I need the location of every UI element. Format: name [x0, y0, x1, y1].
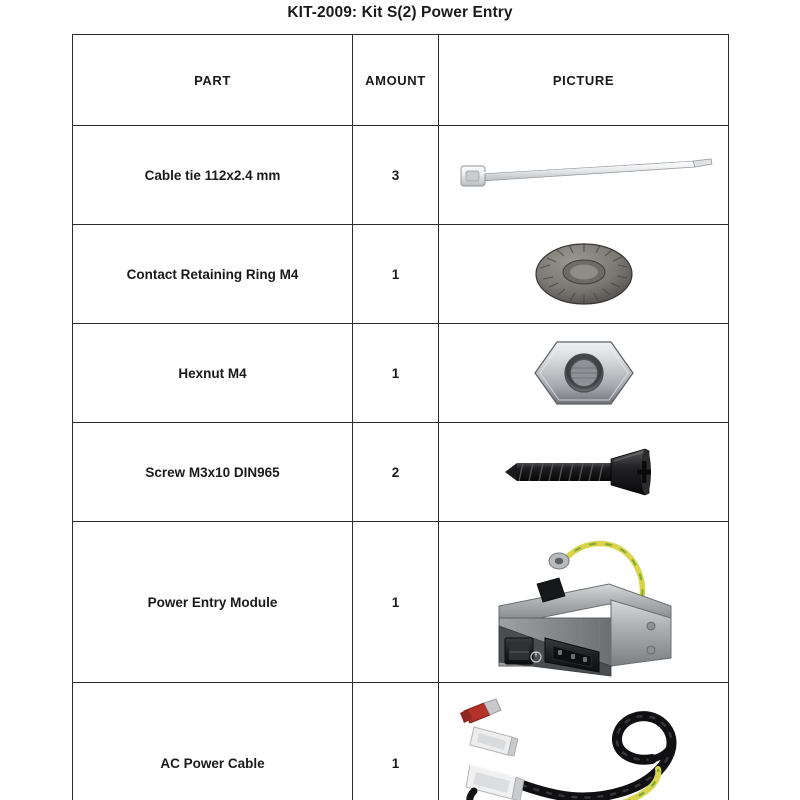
part-picture [439, 522, 729, 683]
column-header-part: PART [73, 35, 353, 126]
part-name: AC Power Cable [73, 683, 353, 800]
part-picture [439, 324, 729, 423]
part-amount: 3 [353, 126, 439, 225]
part-picture [439, 423, 729, 522]
ac-power-cable-image [446, 693, 722, 800]
part-amount: 1 [353, 324, 439, 423]
cable-tie-image [449, 140, 719, 210]
part-name: Screw M3x10 DIN965 [73, 423, 353, 522]
white-connector-upper [470, 727, 518, 756]
table-row [73, 126, 729, 225]
kit-parts-table [72, 34, 729, 800]
part-picture [439, 683, 729, 800]
table-row [73, 683, 729, 800]
table-row [73, 423, 729, 522]
part-amount: 1 [353, 522, 439, 683]
column-header-picture: PICTURE [439, 35, 729, 126]
page-title: KIT-2009: Kit S(2) Power Entry [287, 4, 513, 21]
red-terminal-icon [460, 699, 501, 723]
part-name: Hexnut M4 [73, 324, 353, 423]
table-row [73, 522, 729, 683]
part-amount: 1 [353, 683, 439, 800]
part-picture [439, 126, 729, 225]
screw-image [499, 437, 669, 507]
part-amount: 2 [353, 423, 439, 522]
part-name: Cable tie 112x2.4 mm [73, 126, 353, 225]
contact-retaining-ring-image [524, 232, 644, 316]
hexnut-image [529, 332, 639, 414]
table-row [73, 324, 729, 423]
part-amount: 1 [353, 225, 439, 324]
column-header-amount: AMOUNT [353, 35, 439, 126]
part-picture [439, 225, 729, 324]
power-entry-module-image [459, 526, 709, 678]
table-row [73, 225, 729, 324]
table-header-row [73, 35, 729, 126]
part-name: Power Entry Module [73, 522, 353, 683]
part-name: Contact Retaining Ring M4 [73, 225, 353, 324]
